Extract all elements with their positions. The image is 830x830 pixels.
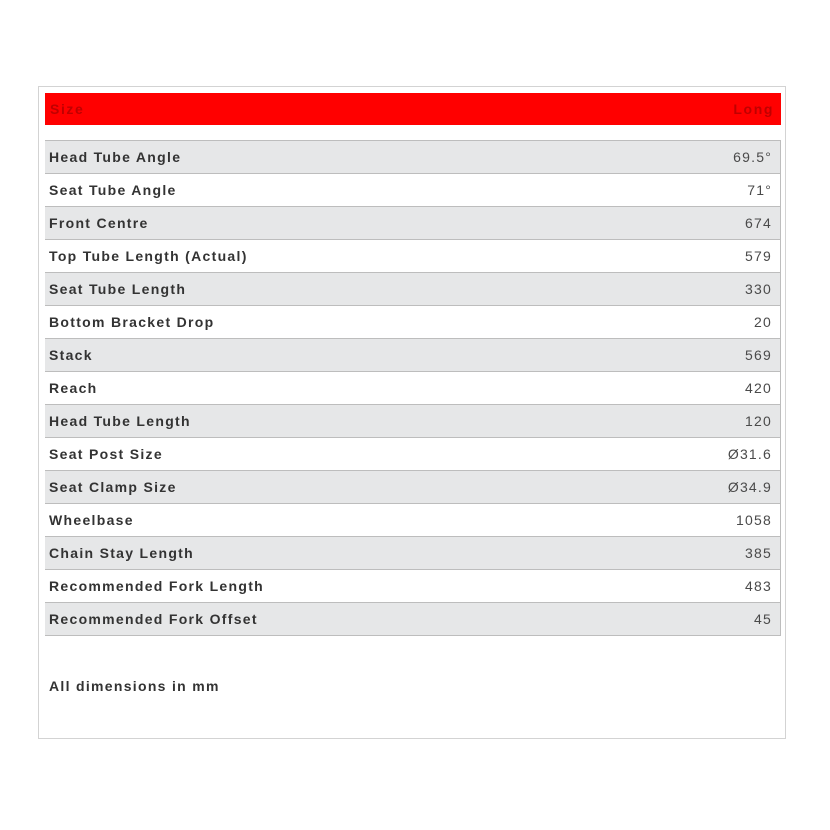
row-label: Seat Tube Length <box>49 281 187 297</box>
table-row <box>45 207 780 240</box>
table-row <box>45 339 780 372</box>
row-value: 420 <box>745 380 772 396</box>
row-value: 385 <box>745 545 772 561</box>
table-row <box>45 504 780 537</box>
row-value: 579 <box>745 248 772 264</box>
long-column-heading: Long <box>733 101 774 117</box>
table-row <box>45 372 780 405</box>
row-label: Head Tube Length <box>49 413 191 429</box>
row-value: 120 <box>745 413 772 429</box>
table-row <box>45 306 780 339</box>
row-label: Seat Tube Angle <box>49 182 177 198</box>
table-row <box>45 240 780 273</box>
table-row <box>45 273 780 306</box>
table-row <box>45 405 780 438</box>
row-value: 483 <box>745 578 772 594</box>
row-value: Ø31.6 <box>727 446 772 462</box>
row-label: Stack <box>49 347 93 363</box>
row-label: Chain Stay Length <box>49 545 194 561</box>
units-footnote: All dimensions in mm <box>49 678 220 694</box>
table-row <box>45 141 780 174</box>
row-value: 674 <box>745 215 772 231</box>
row-label: Reach <box>49 380 98 396</box>
table-row <box>45 471 780 504</box>
row-label: Head Tube Angle <box>49 149 182 165</box>
row-label: Seat Clamp Size <box>49 479 177 495</box>
row-label: Bottom Bracket Drop <box>49 314 215 330</box>
row-value: 71° <box>747 182 772 198</box>
row-value: Ø34.9 <box>727 479 772 495</box>
table-row <box>45 438 780 471</box>
row-value: 69.5° <box>733 149 772 165</box>
table-row <box>45 570 780 603</box>
row-value: 45 <box>754 611 772 627</box>
geometry-table-header <box>45 93 781 125</box>
row-label: Wheelbase <box>49 512 134 528</box>
row-label: Recommended Fork Length <box>49 578 265 594</box>
row-value: 569 <box>745 347 772 363</box>
row-label: Front Centre <box>49 215 149 231</box>
table-row <box>45 174 780 207</box>
geometry-table <box>45 140 781 636</box>
row-label: Top Tube Length (Actual) <box>49 248 248 264</box>
row-value: 20 <box>754 314 772 330</box>
row-value: 330 <box>745 281 772 297</box>
row-label: Seat Post Size <box>49 446 163 462</box>
table-row <box>45 537 780 570</box>
row-label: Recommended Fork Offset <box>49 611 258 627</box>
row-value: 1058 <box>736 512 772 528</box>
table-row <box>45 603 780 636</box>
size-column-heading: Size <box>50 101 85 117</box>
